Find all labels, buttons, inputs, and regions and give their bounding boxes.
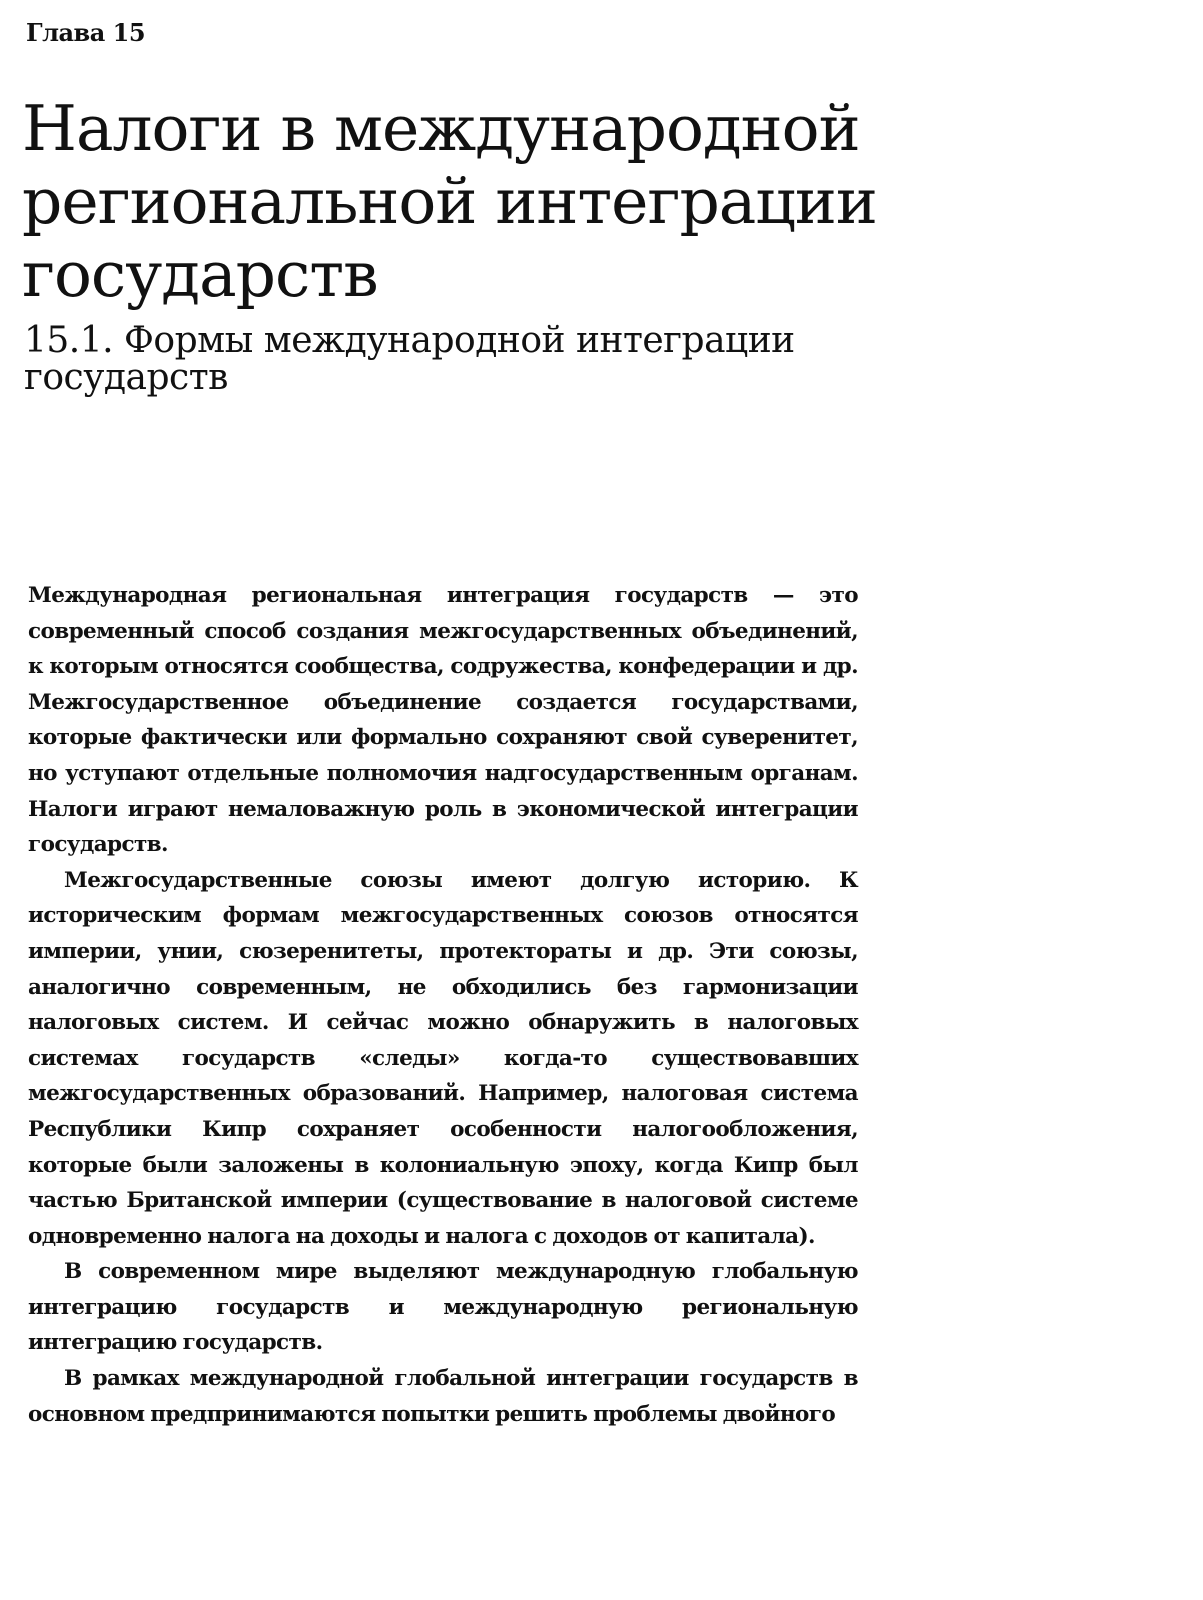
paragraph-4: В рамках международной глобальной интеграции государств в основном предпринимаются попытки решить проблемы двойного <box>28 1366 858 1427</box>
paragraph-2: Межгосударственные союзы имеют долгую историю. К историческим формам межгосударственных союзов относятся империи, унии, сюзеренитеты, протектораты и др. Эти союзы, аналогично современным, не обходились без гармонизации налоговых систем. И сейчас можно обнаружить в налоговых системах государств «следы» когда-то существовавших межгосударственных образований. Например, налоговая система Республики Кипр сохраняет особенности налогообложения, которые были заложены в колониальную эпоху, когда Кипр был частью Британской империи (существование в налоговой системе одновременно налога на доходы и налога с доходов от капитала). <box>28 867 858 1249</box>
chapter-label: Глава 15 <box>26 18 146 47</box>
paragraph-1: Международная региональная интеграция государств — это современный способ создания межгосударственных объединений, к которым относятся сообщества, содружества, конфедерации и др. Межгосударственное объединение создается государствами, которые фактически или формально сохраняют свой суверенитет, но уступают отдельные полномочия надгосударственным органам. Налоги играют немаловажную роль в экономической интеграции государств. <box>28 583 858 858</box>
chapter-title: Налоги в международной региональной интеграции государств <box>22 92 877 311</box>
section-title: 15.1. Формы международной интеграции государств <box>24 320 795 398</box>
body-text <box>28 578 858 1432</box>
paragraph-3: В современном мире выделяют международную глобальную интеграцию государств и международную региональную интеграцию государств. <box>28 1259 858 1356</box>
